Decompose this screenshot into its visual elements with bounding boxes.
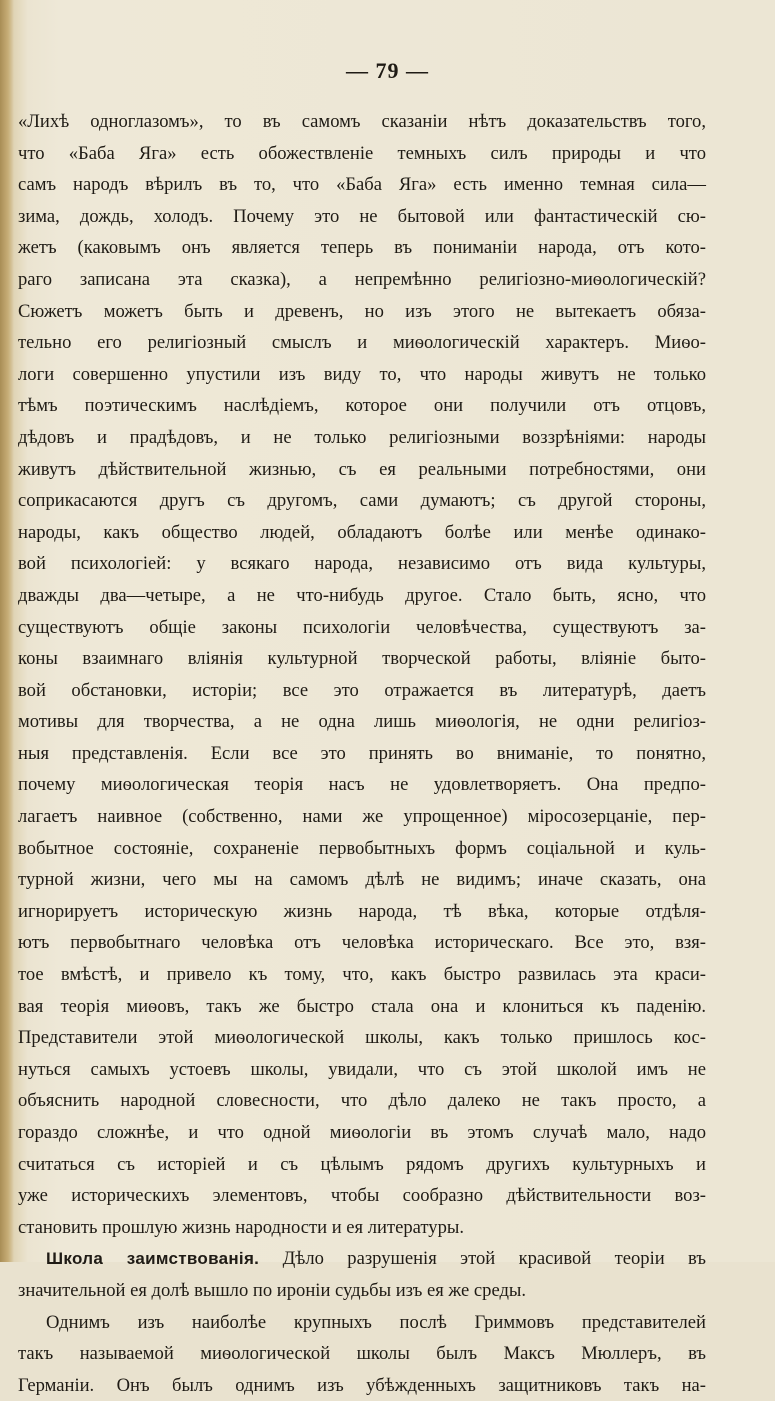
section-line-1-text: Дѣло разрушенія этой красивой теоріи въ — [282, 1248, 706, 1270]
body-text — [18, 106, 706, 1401]
text-line: турной жизни, чего мы на самомъ дѣлѣ не видимъ; иначе сказать, она — [18, 869, 706, 891]
text-line: игнорируетъ историческую жизнь народа, тѣ вѣка, которые отдѣля- — [18, 900, 706, 922]
text-line: раго записана эта сказка), а непремѣнно религіозно-миѳологическій? — [18, 268, 706, 290]
text-line: такъ называемой миѳологической школы былъ Максъ Мюллеръ, въ — [18, 1343, 706, 1365]
text-line: зима, дождь, холодъ. Почему это не бытовой или фантастическій сю- — [18, 205, 706, 227]
text-line: считаться съ исторіей и съ цѣлымъ рядомъ другихъ культурныхъ и — [18, 1153, 706, 1175]
text-line: логи совершенно упустили изъ виду то, что народы живутъ не только — [18, 363, 706, 385]
section-line-2: значительной ея долѣ вышло по ироніи судьбы изъ ея же среды. — [18, 1279, 527, 1301]
text-line: вобытное состояніе, сохраненіе первобытныхъ формъ соціальной и куль- — [18, 837, 706, 859]
text-line: живутъ дѣйствительной жизнью, съ ея реальными потребностями, они — [18, 458, 706, 480]
text-line: нуться самыхъ устоевъ школы, увидали, что съ этой школой имъ не — [18, 1058, 706, 1080]
text-line: становить прошлую жизнь народности и ея литературы. — [18, 1216, 465, 1238]
text-line: Однимъ изъ наиболѣе крупныхъ послѣ Гриммовъ представителей — [46, 1311, 706, 1333]
text-line: жетъ (каковымъ онъ является теперь въ пониманіи народа, отъ кото- — [18, 237, 706, 259]
text-line: Сюжетъ можетъ быть и древенъ, но изъ этого не вытекаетъ обяза- — [18, 300, 706, 322]
text-line: почему миѳологическая теорія насъ не удовлетворяетъ. Она предпо- — [18, 774, 706, 796]
section-heading: Школа заимствованія. — [46, 1249, 260, 1269]
text-line: соприкасаются другъ съ другомъ, сами думаютъ; съ другой стороны, — [18, 490, 706, 512]
page-number: — 79 — — [346, 58, 429, 83]
text-line: народы, какъ общество людей, обладаютъ болѣе или менѣе одинако- — [18, 521, 706, 543]
text-line: тельно его религіозный смыслъ и миѳологическій характеръ. Миѳо- — [18, 332, 706, 354]
text-line: тѣмъ поэтическимъ наслѣдіемъ, которое они получили отъ отцовъ, — [18, 395, 706, 417]
text-line: вая теорія миѳовъ, такъ же быстро стала она и клониться къ паденію. — [18, 995, 706, 1017]
paragraph-max-muller — [18, 1307, 706, 1401]
paragraph-mythology-critique — [18, 106, 706, 1243]
text-line: дважды два—четыре, а не что-нибудь другое. Стало быть, ясно, что — [18, 584, 706, 606]
text-line: дѣдовъ и прадѣдовъ, и не только религіозными воззрѣніями: народы — [18, 426, 706, 448]
text-line: коны взаимнаго вліянія культурной творческой работы, вліяніе быто- — [18, 648, 706, 670]
text-line: мотивы для творчества, а не одна лишь миѳологія, не одни религіоз- — [18, 711, 706, 733]
text-line: Германіи. Онъ былъ однимъ изъ убѣжденныхъ защитниковъ такъ на- — [18, 1374, 706, 1396]
text-line: существуютъ общіе законы психологіи человѣчества, существуютъ за- — [18, 616, 706, 638]
text-line: гораздо сложнѣе, и что одной миѳологіи въ этомъ случаѣ мало, надо — [18, 1122, 706, 1143]
text-line: лагаетъ наивное (собственно, нами же упрощенное) міросозерцаніе, пер- — [18, 806, 706, 828]
text-line: объяснить народной словесности, что дѣло далеко не такъ просто, а — [18, 1090, 706, 1112]
page-spine-shadow — [0, 0, 14, 1262]
text-line: ныя представленія. Если все это принять во вниманіе, то понятно, — [18, 742, 706, 764]
text-line: вой психологіей: у всякаго народа, независимо отъ вида культуры, — [18, 553, 706, 575]
text-line: «Лихѣ одноглазомъ», то въ самомъ сказаніи нѣтъ доказательствъ того, — [18, 111, 706, 132]
text-line: уже историческихъ элементовъ, чтобы сообразно дѣйствительности воз- — [18, 1185, 706, 1207]
text-line: ютъ первобытнаго человѣка отъ человѣка историческаго. Все это, взя- — [18, 932, 706, 954]
text-line: Представители этой миѳологической школы, какъ только пришлось кос- — [18, 1027, 706, 1049]
text-line: что «Баба Яга» есть обожествленіе темныхъ силъ природы и что — [18, 142, 706, 164]
section-line-1 — [18, 1243, 706, 1275]
text-line: вой обстановки, исторіи; все это отражается въ литературѣ, даетъ — [18, 679, 706, 701]
text-line: тое вмѣстѣ, и привело къ тому, что, какъ быстро развилась эта краси- — [18, 964, 706, 986]
text-line: самъ народъ вѣрилъ въ то, что «Баба Яга» есть именно темная сила— — [18, 174, 706, 196]
